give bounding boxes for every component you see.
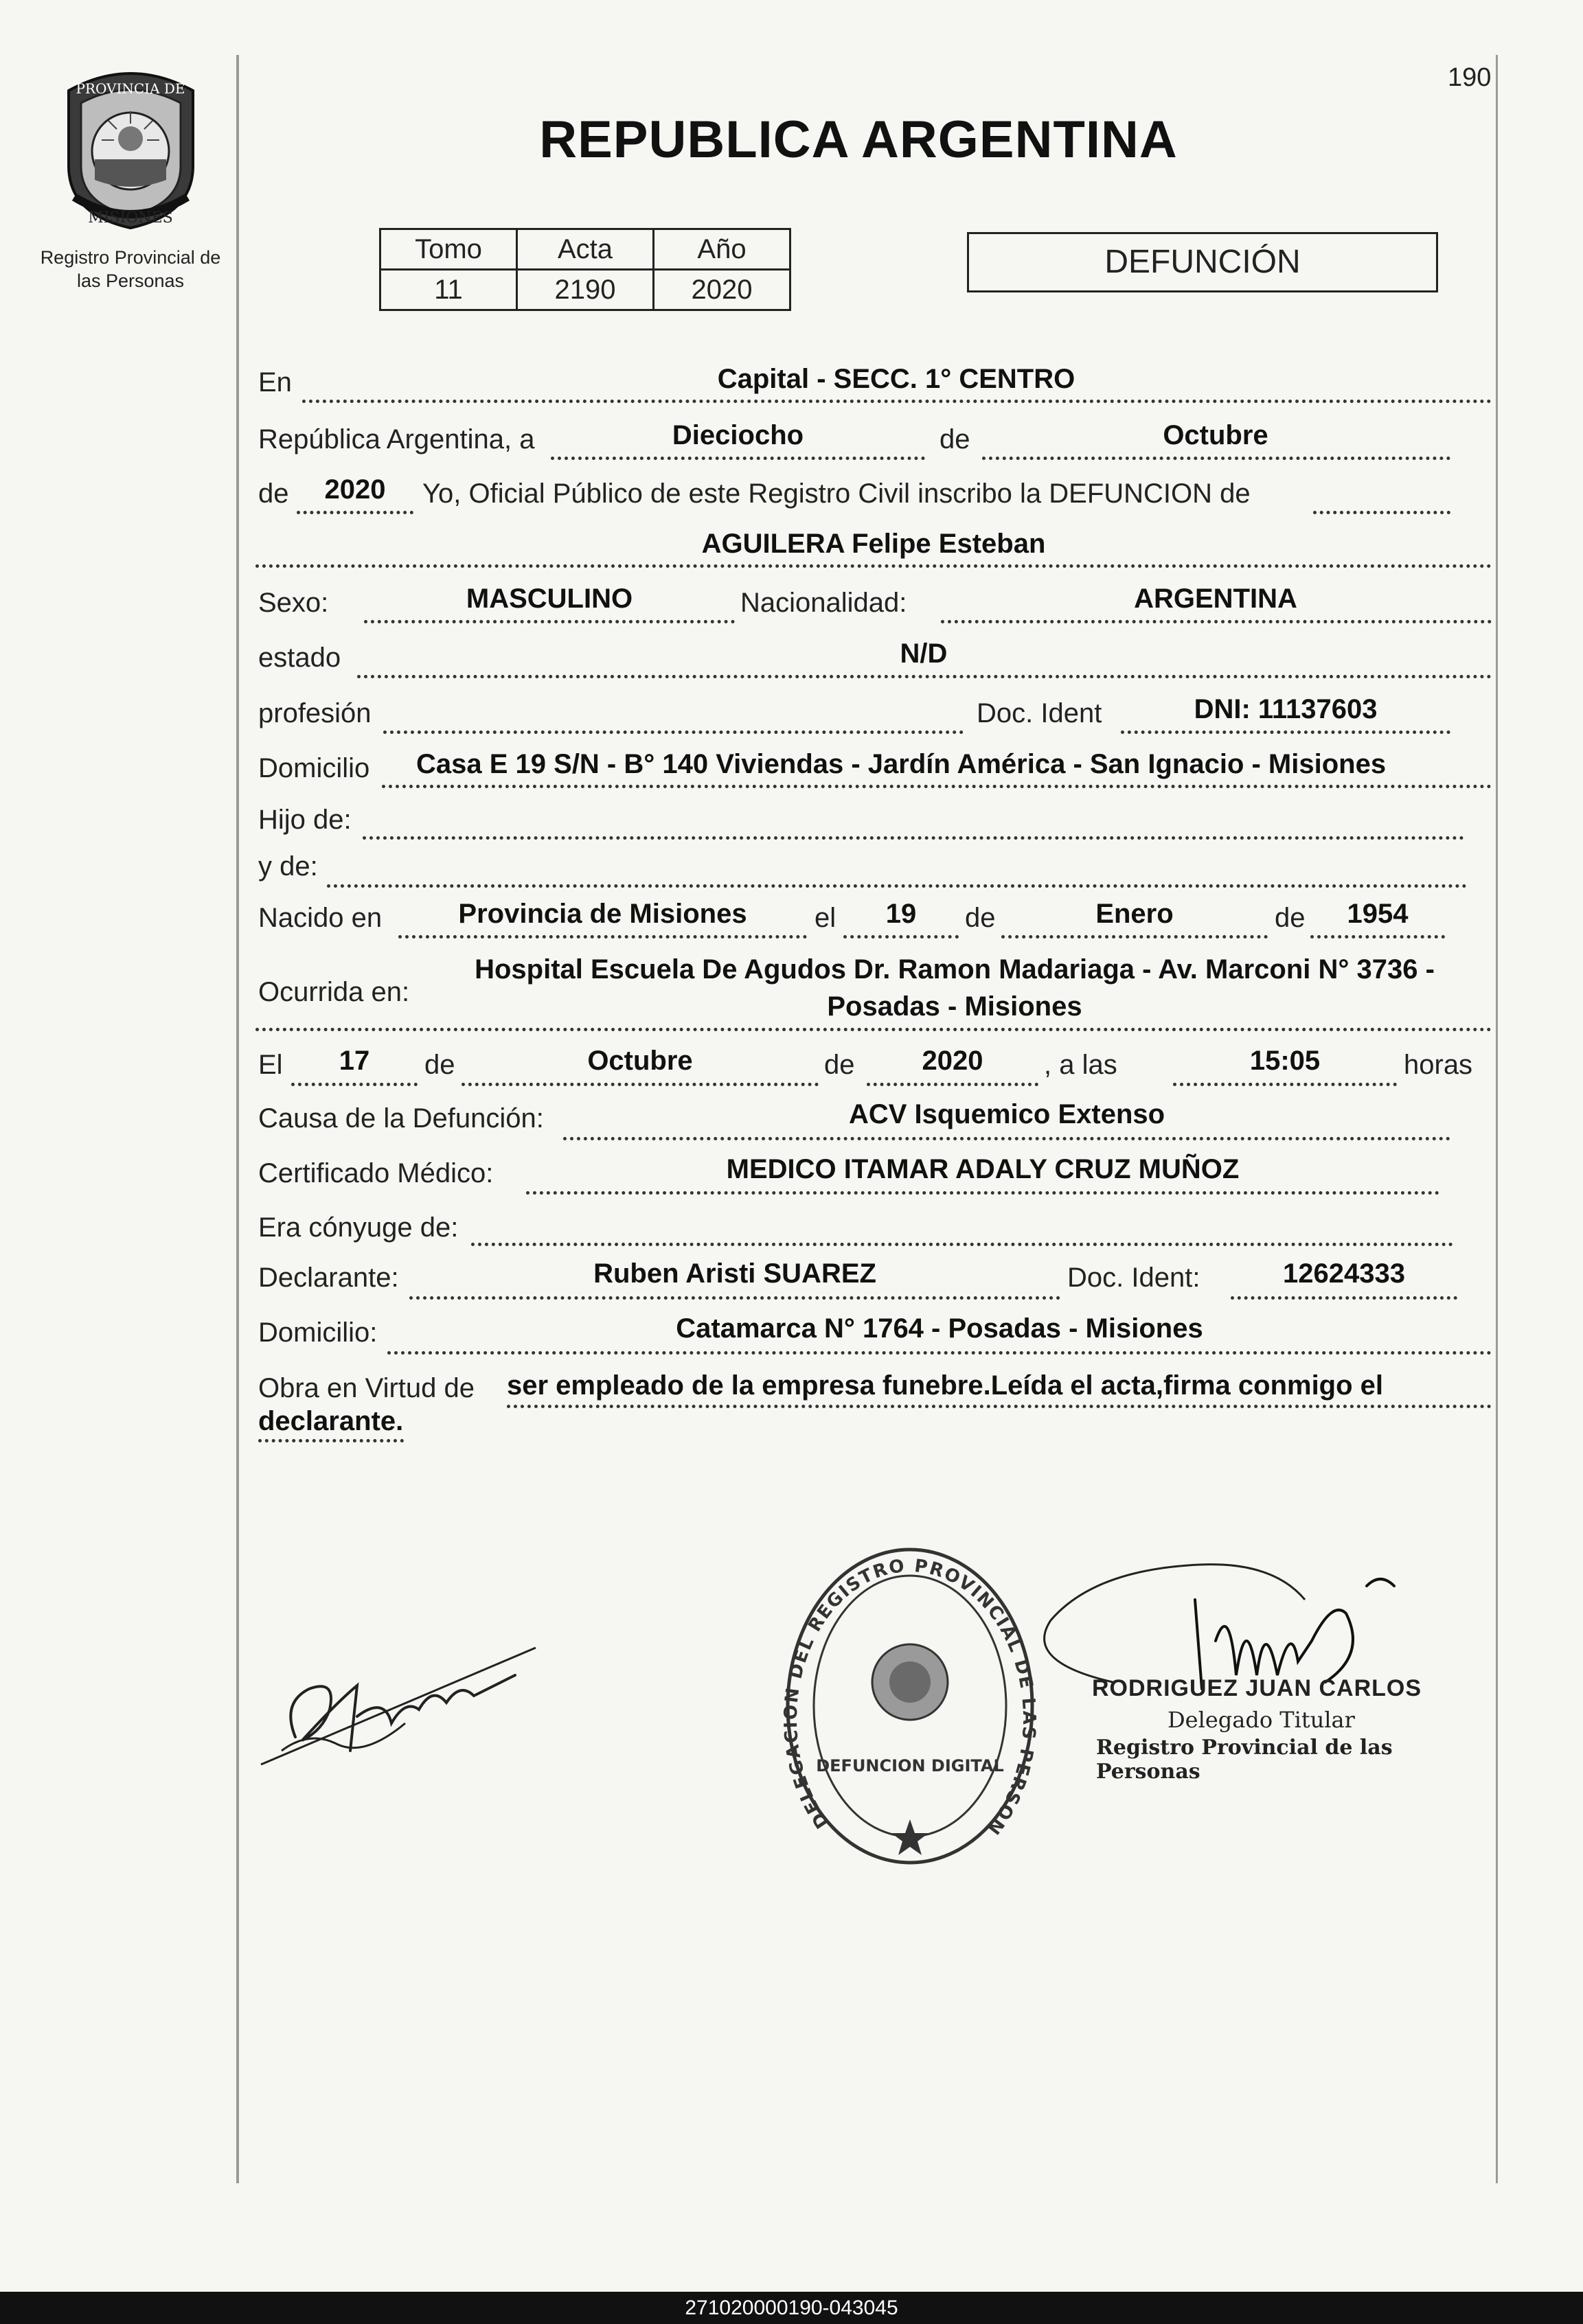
svg-text:PROVINCIA DE: PROVINCIA DE bbox=[76, 80, 185, 97]
obra-line2: declarante. bbox=[258, 1406, 404, 1436]
nacido-de-label-1: de bbox=[965, 903, 996, 933]
estado-label: estado bbox=[258, 643, 341, 673]
stamp-inner-text: DEFUNCION DIGITAL bbox=[816, 1756, 1004, 1775]
doc-value: DNI: 11137603 bbox=[1194, 694, 1378, 724]
ref-header-anio: Año bbox=[654, 229, 790, 270]
right-margin-line bbox=[1496, 55, 1498, 2183]
lugar-dots bbox=[302, 400, 1492, 403]
horas-label: horas bbox=[1404, 1050, 1473, 1080]
ocurrida-line1: Hospital Escuela De Agudos Dr. Ramon Madariaga - Av. Marconi N° 3736 - bbox=[475, 954, 1435, 985]
sexo-value: MASCULINO bbox=[466, 584, 633, 614]
registry-name-line1: Registro Provincial de bbox=[40, 247, 221, 268]
sexo-dots bbox=[364, 620, 735, 623]
sexo-label: Sexo: bbox=[258, 588, 329, 618]
lugar-value: Capital - SECC. 1° CENTRO bbox=[717, 364, 1075, 394]
certificado-dots bbox=[526, 1191, 1439, 1195]
def-de-label-2: de bbox=[824, 1050, 855, 1080]
nacido-label: Nacido en bbox=[258, 903, 383, 933]
ocurrida-line2: Posadas - Misiones bbox=[827, 991, 1082, 1022]
domicilio-label: Domicilio bbox=[258, 753, 370, 783]
record-type-box: DEFUNCIÓN bbox=[967, 232, 1438, 292]
nacionalidad-value: ARGENTINA bbox=[1134, 584, 1297, 614]
conyuge-label: Era cónyuge de: bbox=[258, 1212, 459, 1243]
def-hora-value: 15:05 bbox=[1249, 1046, 1321, 1076]
mes-dots bbox=[982, 457, 1450, 460]
ocurrida-label: Ocurrida en: bbox=[258, 977, 410, 1007]
doc-label: Doc. Ident bbox=[977, 698, 1102, 728]
estado-dots bbox=[357, 675, 1492, 678]
profesion-dots bbox=[383, 730, 964, 734]
declarante-doc-label: Doc. Ident: bbox=[1067, 1263, 1200, 1293]
nacido-el-label: el bbox=[815, 903, 836, 933]
declarante-dots bbox=[409, 1296, 1060, 1300]
causa-label: Causa de la Defunción: bbox=[258, 1103, 544, 1134]
obra-label: Obra en Virtud de bbox=[258, 1373, 475, 1403]
inscribo-text: Yo, Oficial Público de este Registro Civil inscribo la DEFUNCION de bbox=[422, 479, 1251, 509]
nacido-dia-value: 19 bbox=[885, 899, 917, 929]
certificado-label: Certificado Médico: bbox=[258, 1158, 494, 1188]
def-mes-dots bbox=[462, 1083, 819, 1086]
anio-dots bbox=[297, 511, 413, 514]
stamp-outer-text: DELEGAC N DEL REGISTRO PROVINCIAL DE L S PERSON bbox=[783, 1555, 1037, 1839]
nacido-anio-dots bbox=[1310, 935, 1445, 939]
nombre-dots bbox=[255, 564, 1492, 568]
profesion-label: profesión bbox=[258, 698, 372, 728]
alas-label: , a las bbox=[1044, 1050, 1117, 1080]
left-margin-line bbox=[236, 55, 239, 2183]
en-label: En bbox=[258, 367, 292, 398]
official-name: RODRIGUEZ JUAN CARLOS bbox=[1092, 1675, 1422, 1701]
nacido-dia-dots bbox=[843, 935, 959, 939]
obra-dots-1 bbox=[507, 1405, 1492, 1408]
doc-dots bbox=[1121, 730, 1450, 734]
def-anio-value: 2020 bbox=[922, 1046, 983, 1076]
certificado-value: MEDICO ITAMAR ADALY CRUZ MUÑOZ bbox=[726, 1154, 1240, 1184]
ref-value-acta: 2190 bbox=[517, 270, 654, 310]
ocurrida-dots bbox=[255, 1028, 1492, 1031]
yde-label: y de: bbox=[258, 851, 318, 882]
obra-dots-2 bbox=[258, 1439, 404, 1442]
registry-name-line2: las Personas bbox=[76, 271, 185, 291]
official-org: Registro Provincial de las Personas bbox=[1096, 1736, 1393, 1784]
footer-code: 271020000190-043045 bbox=[0, 2292, 1583, 2324]
domicilio2-dots bbox=[387, 1351, 1492, 1355]
svg-text:MISIONES: MISIONES bbox=[88, 209, 173, 227]
conyuge-dots bbox=[471, 1243, 1453, 1246]
mes-value: Octubre bbox=[1163, 420, 1268, 450]
declarante-label: Declarante: bbox=[258, 1263, 399, 1293]
dia-texto-dots bbox=[551, 457, 925, 460]
de-label-2: de bbox=[258, 479, 289, 509]
domicilio-dots bbox=[382, 785, 1492, 788]
inscribo-dots bbox=[1313, 511, 1450, 514]
dia-texto-value: Dieciocho bbox=[672, 420, 804, 450]
declarante-value: Ruben Aristi SUAREZ bbox=[593, 1258, 876, 1289]
nacido-lugar-value: Provincia de Misiones bbox=[458, 899, 747, 929]
causa-dots bbox=[563, 1137, 1450, 1140]
estado-value: N/D bbox=[900, 638, 948, 669]
declarante-signature bbox=[254, 1620, 549, 1778]
anio-value: 2020 bbox=[324, 474, 386, 505]
domicilio-value: Casa E 19 S/N - B° 140 Viviendas - Jardín América - San Ignacio - Misiones bbox=[416, 749, 1387, 779]
page-title: REPUBLICA ARGENTINA bbox=[539, 111, 1178, 169]
ref-value-anio: 2020 bbox=[654, 270, 790, 310]
def-anio-dots bbox=[867, 1083, 1038, 1086]
republica-label: República Argentina, a bbox=[258, 424, 535, 455]
def-dia-value: 17 bbox=[339, 1046, 370, 1076]
nacido-mes-dots bbox=[1001, 935, 1268, 939]
obra-line1: ser empleado de la empresa funebre.Leída el acta,firma conmigo el bbox=[507, 1370, 1384, 1401]
el-label: El bbox=[258, 1050, 283, 1080]
def-mes-value: Octubre bbox=[587, 1046, 693, 1076]
ref-value-tomo: 11 bbox=[380, 270, 517, 310]
official-signature-block bbox=[1010, 1558, 1477, 1792]
hijo-label: Hijo de: bbox=[258, 805, 352, 835]
nacido-mes-value: Enero bbox=[1095, 899, 1174, 929]
nacido-de-label-2: de bbox=[1275, 903, 1306, 933]
nacionalidad-label: Nacionalidad: bbox=[740, 588, 907, 618]
registry-name bbox=[21, 246, 240, 292]
ref-header-acta: Acta bbox=[517, 229, 654, 270]
nombre-value: AGUILERA Felipe Esteban bbox=[701, 529, 1046, 559]
yde-dots bbox=[327, 884, 1467, 888]
province-crest-logo bbox=[54, 63, 208, 231]
reference-table bbox=[379, 228, 791, 311]
nacido-lugar-dots bbox=[398, 935, 807, 939]
def-de-label-1: de bbox=[424, 1050, 455, 1080]
hijo-dots bbox=[363, 836, 1464, 840]
domicilio2-label: Domicilio: bbox=[258, 1318, 378, 1348]
ref-header-tomo: Tomo bbox=[380, 229, 517, 270]
def-hora-dots bbox=[1173, 1083, 1397, 1086]
nacionalidad-dots bbox=[941, 620, 1492, 623]
domicilio2-value: Catamarca N° 1764 - Posadas - Misiones bbox=[676, 1313, 1203, 1344]
declarante-doc-value: 12624333 bbox=[1283, 1258, 1405, 1289]
page-number: 190 bbox=[1448, 63, 1492, 92]
declarante-doc-dots bbox=[1231, 1296, 1457, 1300]
official-stamp bbox=[783, 1545, 1037, 1867]
nacido-anio-value: 1954 bbox=[1347, 899, 1409, 929]
official-role: Delegado Titular bbox=[1168, 1707, 1355, 1733]
def-dia-dots bbox=[291, 1083, 418, 1086]
causa-value: ACV Isquemico Extenso bbox=[848, 1099, 1165, 1129]
de-label-1: de bbox=[939, 424, 970, 455]
